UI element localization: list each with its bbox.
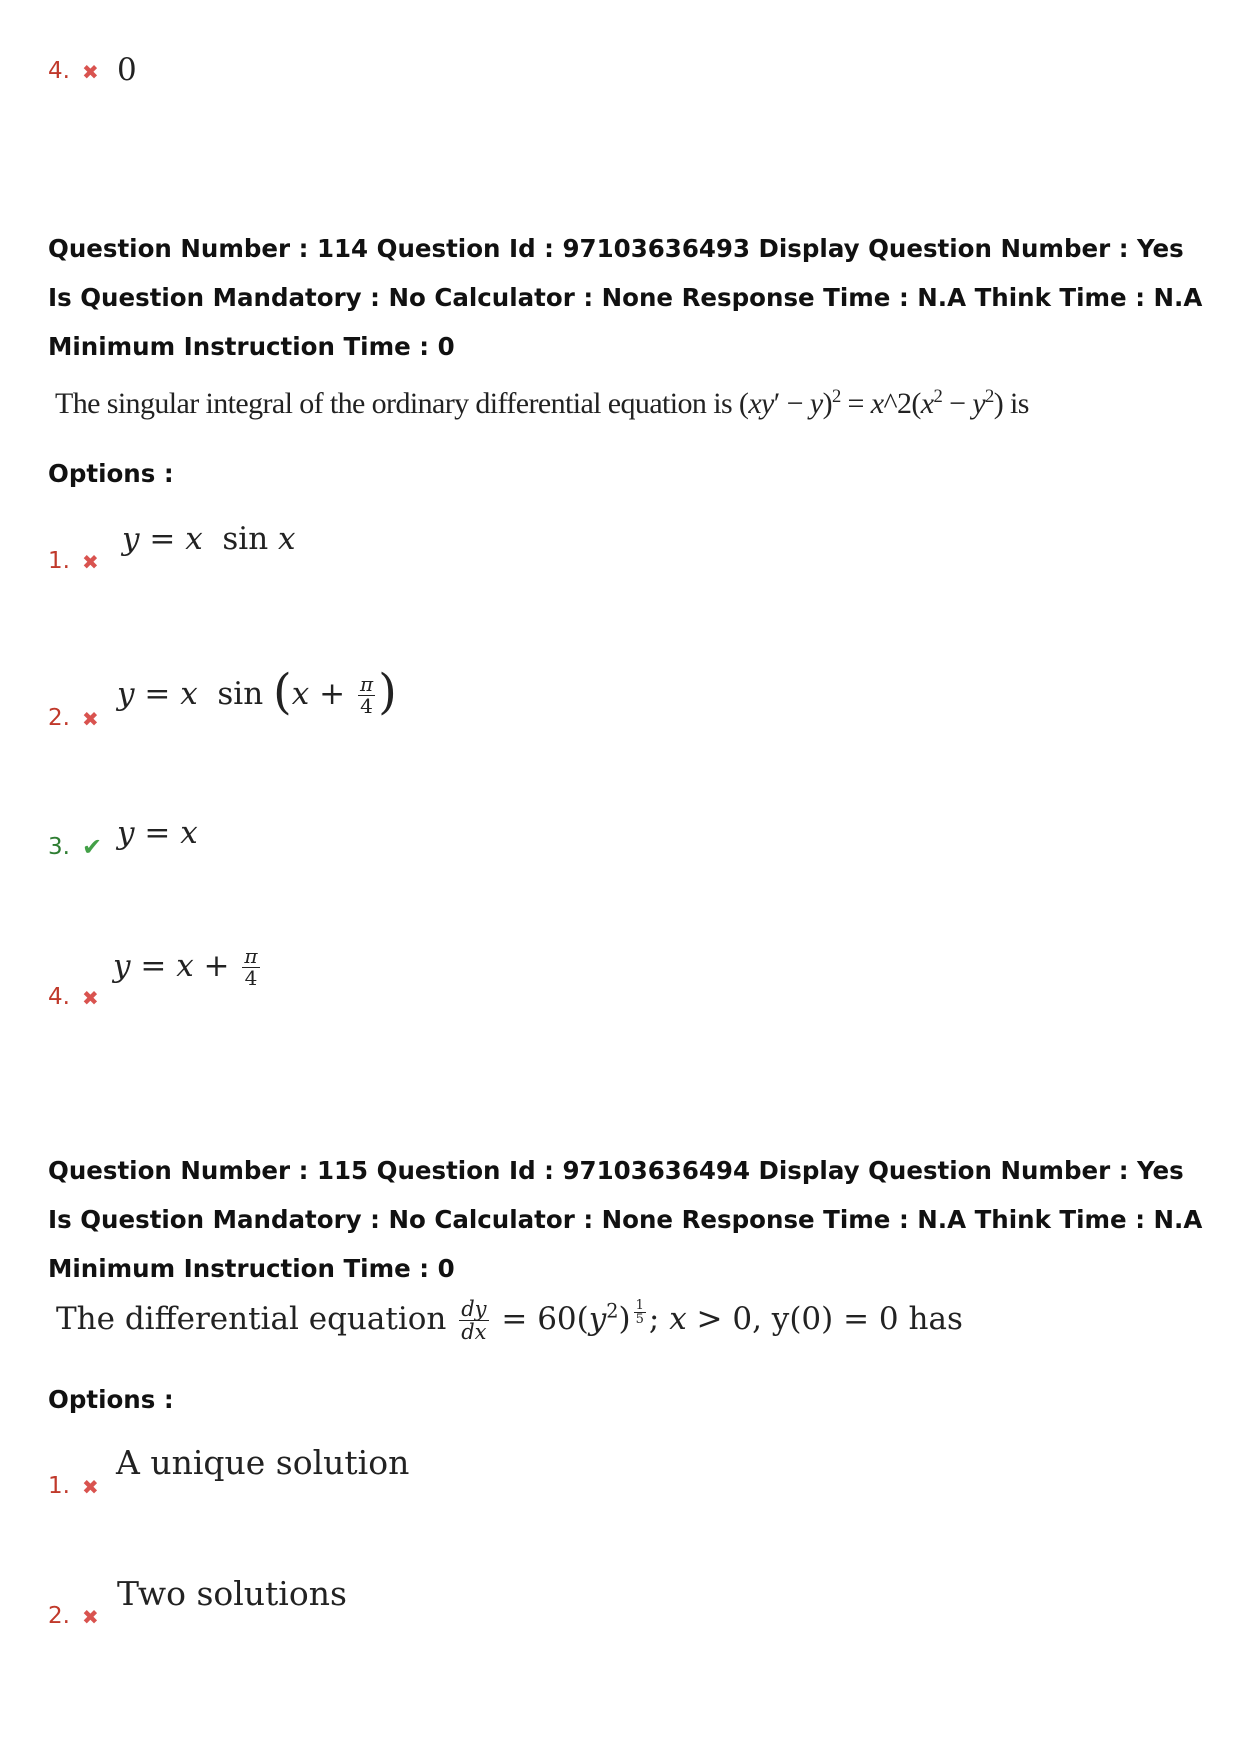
option-number-text: 4. [48,58,70,84]
cross-icon: ✖ [81,1474,99,1499]
option-1-formula: y = x sin x [122,521,296,557]
option-1-text: A unique solution [116,1443,410,1482]
option-number: 3. [48,833,70,860]
question-115-meta: Question Number : 115 Question Id : 97103636494 Display Question Number : Yes Is Question Mandatory : No Calculator : None Response Time : N.A Think Time : N.A Minimum Instruction Time : 0 [48,1156,1203,1283]
option-2-text: Two solutions [117,1574,347,1613]
question-115-text [56,1298,963,1343]
option-4 [48,986,99,1009]
question-114-meta: Question Number : 114 Question Id : 97103636493 Display Question Number : Yes Is Question Mandatory : No Calculator : None Response Time : N.A Think Time : N.A Minimum Instruction Time : 0 [48,234,1203,361]
question-prefix: The singular integral of the ordinary differential equation is [55,387,739,420]
cross-icon: ✖ [81,59,99,84]
cross-icon: ✖ [81,985,99,1010]
option-number [48,60,99,83]
question-114-text [55,386,1029,421]
prev-option-4 [48,60,99,83]
option-1 [48,1475,99,1498]
question-suffix: is [1003,387,1029,420]
option-number: 2. [48,1603,70,1629]
prev-option-4-text: 0 [117,52,137,88]
question-suffix: has [898,1301,963,1338]
option-3 [48,835,102,859]
option-number: 1. [48,1473,70,1499]
option-4-formula: y = x + $\frac{\pi}{4}$ [113,944,258,990]
option-3-formula: y = x [117,815,198,851]
question-prefix: The differential equation [56,1301,457,1338]
question-equation: $(xy' - y)^2$ = $x\^{}2(x^2 - y^2)$ [738,386,1004,420]
option-number: 2. [48,705,70,731]
check-icon: ✔ [81,833,103,861]
option-2 [48,707,99,730]
options-label: Options : [48,459,174,488]
question-equation: $\frac{dy}{dx}$ = $60(y^2)$ $^{\frac{1}{5}}$ ; x > 0, y(0) = 0 [461,1297,899,1345]
option-number: 1. [48,548,70,574]
option-number: 4. [48,984,70,1010]
option-1 [48,550,99,573]
cross-icon: ✖ [81,706,99,731]
option-2-formula: y = x sin (x + $\frac{\pi}{4}$ ) [117,664,397,720]
options-label: Options : [48,1385,174,1414]
option-2 [48,1605,99,1628]
cross-icon: ✖ [81,1604,99,1629]
cross-icon: ✖ [81,549,99,574]
